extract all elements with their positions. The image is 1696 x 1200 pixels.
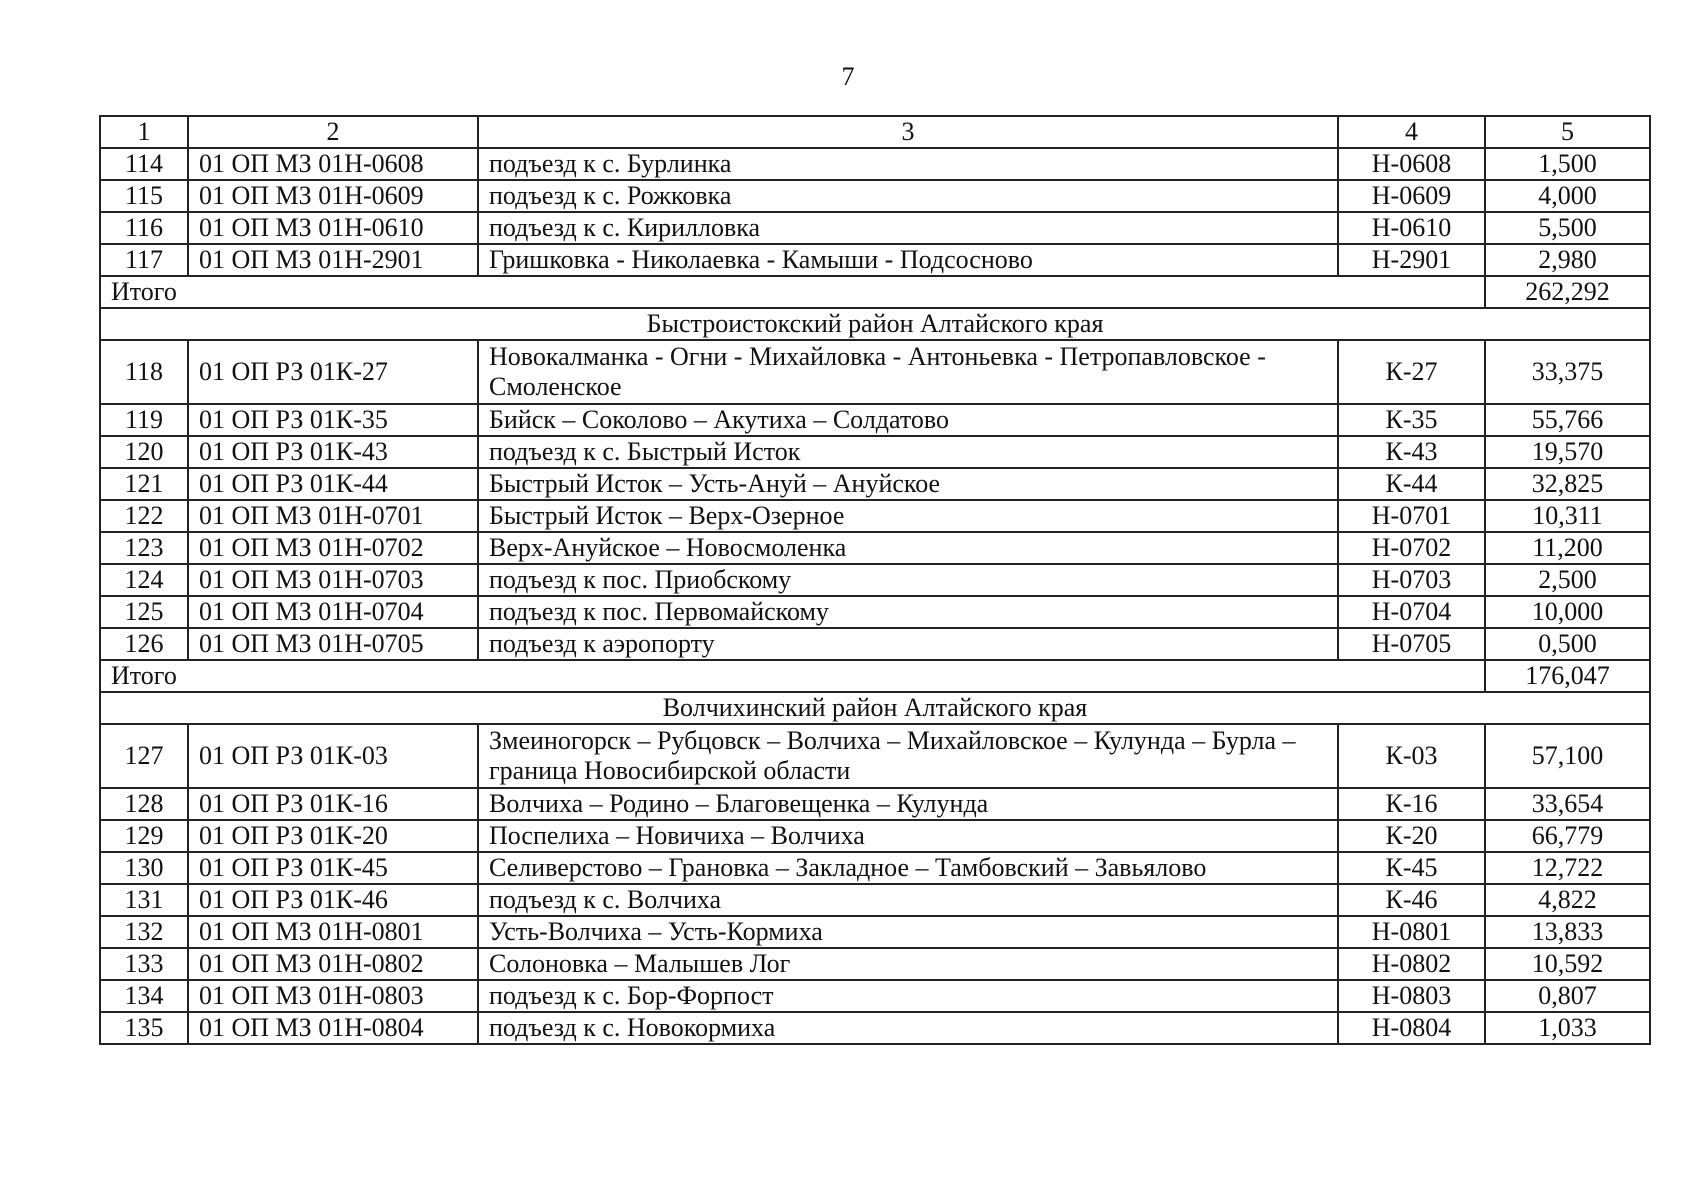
road-id-code: 01 ОП МЗ 01Н-0610 xyxy=(188,212,478,244)
row-number: 135 xyxy=(100,1012,188,1044)
header-cell: 3 xyxy=(478,116,1338,148)
road-index: Н-0608 xyxy=(1338,148,1485,180)
table-row xyxy=(100,980,1650,1012)
road-index: Н-0701 xyxy=(1338,500,1485,532)
table-row xyxy=(100,180,1650,212)
row-number: 119 xyxy=(100,404,188,436)
table-row xyxy=(100,532,1650,564)
road-id-code: 01 ОП РЗ 01К-46 xyxy=(188,884,478,916)
road-id-code: 01 ОП МЗ 01Н-0801 xyxy=(188,916,478,948)
district-heading-row xyxy=(100,308,1650,340)
row-number: 134 xyxy=(100,980,188,1012)
table-row xyxy=(100,820,1650,852)
table-row xyxy=(100,884,1650,916)
road-name: Селиверстово – Грановка – Закладное – Тамбовский – Завьялово xyxy=(478,852,1338,884)
road-index: Н-0802 xyxy=(1338,948,1485,980)
road-length: 32,825 xyxy=(1485,468,1650,500)
road-name: Усть-Волчиха – Усть-Кормиха xyxy=(478,916,1338,948)
table-row xyxy=(100,340,1650,404)
road-name: подъезд к с. Кирилловка xyxy=(478,212,1338,244)
road-length: 0,807 xyxy=(1485,980,1650,1012)
road-id-code: 01 ОП МЗ 01Н-0704 xyxy=(188,596,478,628)
total-label: Итого xyxy=(100,276,1485,308)
road-length: 33,654 xyxy=(1485,788,1650,820)
road-id-code: 01 ОП МЗ 01Н-0804 xyxy=(188,1012,478,1044)
row-number: 131 xyxy=(100,884,188,916)
road-index: К-45 xyxy=(1338,852,1485,884)
row-number: 132 xyxy=(100,916,188,948)
road-length: 4,822 xyxy=(1485,884,1650,916)
row-number: 116 xyxy=(100,212,188,244)
road-name: подъезд к с. Быстрый Исток xyxy=(478,436,1338,468)
road-name: Бийск – Соколово – Акутиха – Солдатово xyxy=(478,404,1338,436)
road-length: 2,980 xyxy=(1485,244,1650,276)
header-cell: 4 xyxy=(1338,116,1485,148)
road-name: подъезд к с. Новокормиха xyxy=(478,1012,1338,1044)
road-length: 1,033 xyxy=(1485,1012,1650,1044)
road-length: 4,000 xyxy=(1485,180,1650,212)
road-name: подъезд к с. Бурлинка xyxy=(478,148,1338,180)
table-row xyxy=(100,148,1650,180)
road-index: К-44 xyxy=(1338,468,1485,500)
header-cell: 5 xyxy=(1485,116,1650,148)
road-length: 0,500 xyxy=(1485,628,1650,660)
road-id-code: 01 ОП МЗ 01Н-0702 xyxy=(188,532,478,564)
road-id-code: 01 ОП МЗ 01Н-2901 xyxy=(188,244,478,276)
road-id-code: 01 ОП РЗ 01К-45 xyxy=(188,852,478,884)
road-name: подъезд к аэропорту xyxy=(478,628,1338,660)
road-name: подъезд к с. Бор-Форпост xyxy=(478,980,1338,1012)
road-length: 10,311 xyxy=(1485,500,1650,532)
road-name: подъезд к пос. Приобскому xyxy=(478,564,1338,596)
road-length: 57,100 xyxy=(1485,724,1650,788)
road-name: Новокалманка - Огни - Михайловка - Антоньевка - Петропавловское - Смоленское xyxy=(478,340,1338,404)
road-index: Н-2901 xyxy=(1338,244,1485,276)
road-id-code: 01 ОП РЗ 01К-03 xyxy=(188,724,478,788)
road-id-code: 01 ОП МЗ 01Н-0609 xyxy=(188,180,478,212)
road-id-code: 01 ОП РЗ 01К-35 xyxy=(188,404,478,436)
road-id-code: 01 ОП МЗ 01Н-0703 xyxy=(188,564,478,596)
road-index: Н-0609 xyxy=(1338,180,1485,212)
road-name: Змеиногорск – Рубцовск – Волчиха – Михайловское – Кулунда – Бурла – граница Новосибирской области xyxy=(478,724,1338,788)
road-name: Верх-Ануйское – Новосмоленка xyxy=(478,532,1338,564)
road-length: 13,833 xyxy=(1485,916,1650,948)
road-index: Н-0705 xyxy=(1338,628,1485,660)
road-name: подъезд к пос. Первомайскому xyxy=(478,596,1338,628)
table-row xyxy=(100,788,1650,820)
table-row xyxy=(100,500,1650,532)
road-index: К-35 xyxy=(1338,404,1485,436)
table-row xyxy=(100,948,1650,980)
road-name: Солоновка – Малышев Лог xyxy=(478,948,1338,980)
row-number: 122 xyxy=(100,500,188,532)
total-row xyxy=(100,276,1650,308)
row-number: 121 xyxy=(100,468,188,500)
road-id-code: 01 ОП РЗ 01К-27 xyxy=(188,340,478,404)
row-number: 133 xyxy=(100,948,188,980)
road-id-code: 01 ОП МЗ 01Н-0608 xyxy=(188,148,478,180)
road-name: Быстрый Исток – Верх-Озерное xyxy=(478,500,1338,532)
road-id-code: 01 ОП МЗ 01Н-0803 xyxy=(188,980,478,1012)
road-index: Н-0804 xyxy=(1338,1012,1485,1044)
road-length: 55,766 xyxy=(1485,404,1650,436)
district-heading: Волчихинский район Алтайского края xyxy=(100,692,1650,724)
header-cell: 1 xyxy=(100,116,188,148)
table-row xyxy=(100,916,1650,948)
roads-table xyxy=(99,115,1651,1045)
table-row xyxy=(100,596,1650,628)
road-length: 5,500 xyxy=(1485,212,1650,244)
road-name: подъезд к с. Волчиха xyxy=(478,884,1338,916)
road-name: подъезд к с. Рожковка xyxy=(478,180,1338,212)
table-row xyxy=(100,468,1650,500)
road-id-code: 01 ОП МЗ 01Н-0705 xyxy=(188,628,478,660)
table-row xyxy=(100,436,1650,468)
road-index: Н-0703 xyxy=(1338,564,1485,596)
table-row xyxy=(100,1012,1650,1044)
road-name: Гришковка - Николаевка - Камыши - Подсосново xyxy=(478,244,1338,276)
road-length: 12,722 xyxy=(1485,852,1650,884)
row-number: 125 xyxy=(100,596,188,628)
road-index: Н-0704 xyxy=(1338,596,1485,628)
row-number: 127 xyxy=(100,724,188,788)
row-number: 117 xyxy=(100,244,188,276)
district-heading-row xyxy=(100,692,1650,724)
road-name: Волчиха – Родино – Благовещенка – Кулунда xyxy=(478,788,1338,820)
road-length: 10,592 xyxy=(1485,948,1650,980)
header-row xyxy=(100,116,1650,148)
road-name: Быстрый Исток – Усть-Ануй – Ануйское xyxy=(478,468,1338,500)
road-length: 2,500 xyxy=(1485,564,1650,596)
road-length: 1,500 xyxy=(1485,148,1650,180)
road-id-code: 01 ОП МЗ 01Н-0802 xyxy=(188,948,478,980)
row-number: 128 xyxy=(100,788,188,820)
header-cell: 2 xyxy=(188,116,478,148)
row-number: 124 xyxy=(100,564,188,596)
road-id-code: 01 ОП РЗ 01К-20 xyxy=(188,820,478,852)
road-index: Н-0803 xyxy=(1338,980,1485,1012)
row-number: 118 xyxy=(100,340,188,404)
road-index: К-46 xyxy=(1338,884,1485,916)
table-row xyxy=(100,628,1650,660)
road-length: 66,779 xyxy=(1485,820,1650,852)
roads-table-body xyxy=(100,116,1650,1044)
road-index: К-27 xyxy=(1338,340,1485,404)
road-id-code: 01 ОП РЗ 01К-43 xyxy=(188,436,478,468)
total-label: Итого xyxy=(100,660,1485,692)
row-number: 129 xyxy=(100,820,188,852)
road-index: Н-0610 xyxy=(1338,212,1485,244)
road-name: Поспелиха – Новичиха – Волчиха xyxy=(478,820,1338,852)
road-length: 10,000 xyxy=(1485,596,1650,628)
total-value: 176,047 xyxy=(1485,660,1650,692)
road-id-code: 01 ОП РЗ 01К-44 xyxy=(188,468,478,500)
table-row xyxy=(100,244,1650,276)
total-value: 262,292 xyxy=(1485,276,1650,308)
road-index: К-03 xyxy=(1338,724,1485,788)
row-number: 115 xyxy=(100,180,188,212)
road-length: 11,200 xyxy=(1485,532,1650,564)
table-row xyxy=(100,404,1650,436)
district-heading: Быстроистокский район Алтайского края xyxy=(100,308,1650,340)
row-number: 123 xyxy=(100,532,188,564)
row-number: 126 xyxy=(100,628,188,660)
total-row xyxy=(100,660,1650,692)
road-index: К-20 xyxy=(1338,820,1485,852)
row-number: 114 xyxy=(100,148,188,180)
table-row xyxy=(100,724,1650,788)
road-index: Н-0702 xyxy=(1338,532,1485,564)
table-row xyxy=(100,212,1650,244)
road-index: Н-0801 xyxy=(1338,916,1485,948)
road-index: К-43 xyxy=(1338,436,1485,468)
row-number: 120 xyxy=(100,436,188,468)
road-index: К-16 xyxy=(1338,788,1485,820)
row-number: 130 xyxy=(100,852,188,884)
road-length: 19,570 xyxy=(1485,436,1650,468)
road-id-code: 01 ОП МЗ 01Н-0701 xyxy=(188,500,478,532)
table-row xyxy=(100,564,1650,596)
table-row xyxy=(100,852,1650,884)
road-id-code: 01 ОП РЗ 01К-16 xyxy=(188,788,478,820)
road-length: 33,375 xyxy=(1485,340,1650,404)
page-number: 7 xyxy=(841,62,855,91)
